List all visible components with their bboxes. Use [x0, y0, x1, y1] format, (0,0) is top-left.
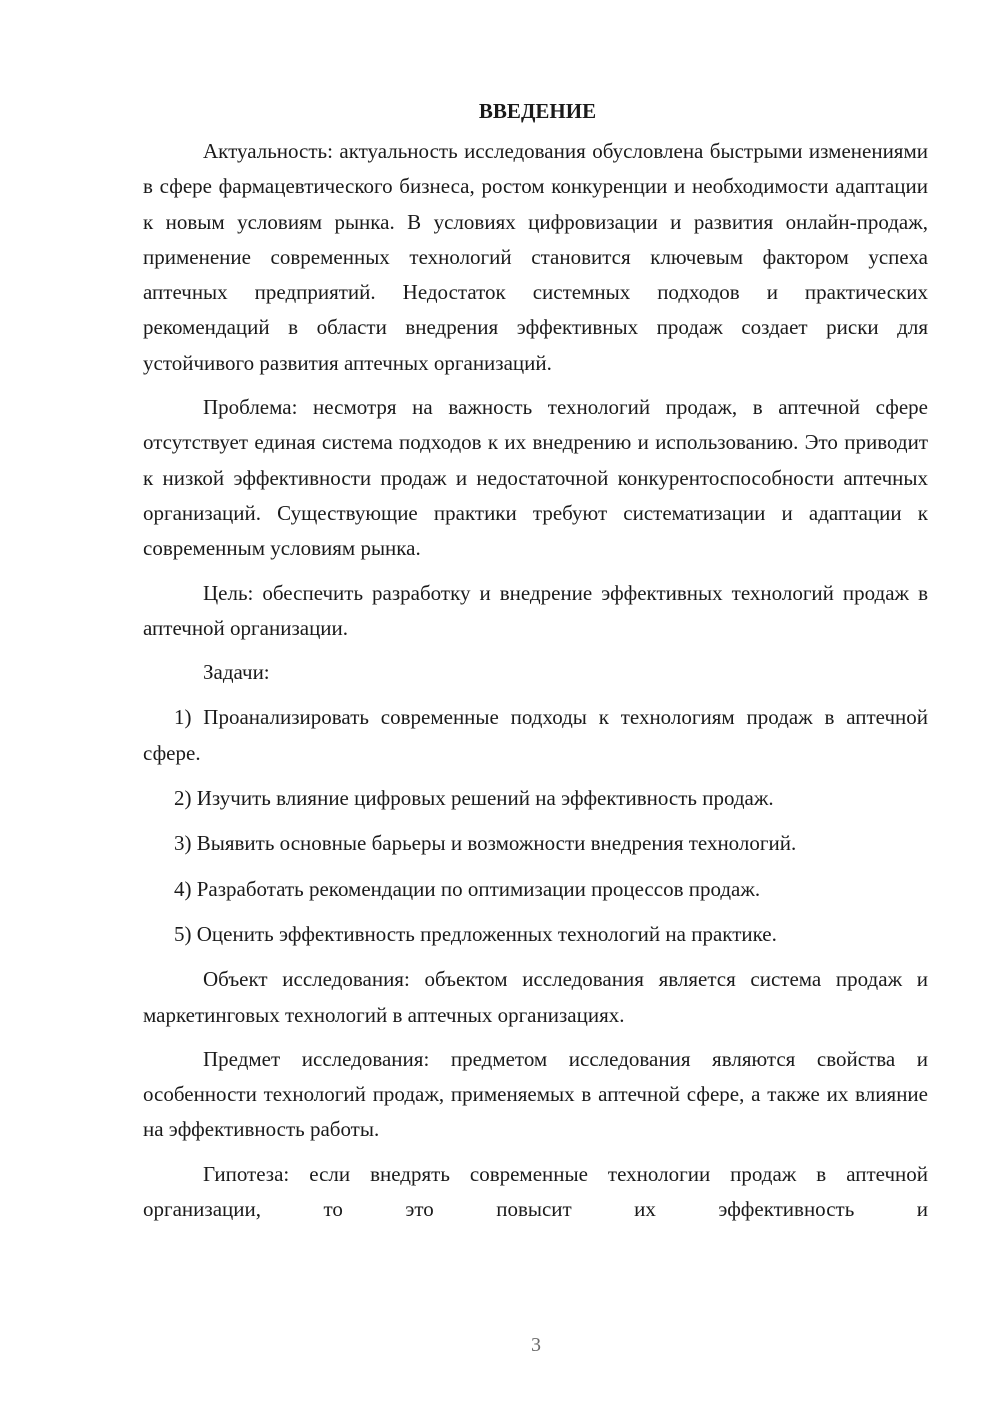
paragraph-problem: Проблема: несмотря на важность технологий продаж, в аптечной сфере отсутствует единая система подходов к их внедрению и использованию. Это приводит к низкой эффективности продаж и недостаточной конкурентоспособности аптечных организаций. Существующие практики требуют систематизации и адаптации к современным условиям рынка.: [143, 395, 928, 561]
task-item-5: 5) Оценить эффективность предложенных технологий на практике.: [174, 921, 777, 946]
task-item-2: 2) Изучить влияние цифровых решений на эффективность продаж.: [174, 786, 774, 811]
section-title: ВВЕДЕНИЕ: [478, 99, 597, 123]
paragraph-relevance: Актуальность: актуальность исследования обусловлена быстрыми изменениями в сфере фармацевтического бизнеса, ростом конкуренции и необходимости адаптации к новым условиям рынка. В условиях цифровизации и развития онлайн-продаж, применение современных технологий становится ключевым фактором успеха аптечных предприятий. Недостаток системных подходов и практических рекомендаций в области внедрения эффективных продаж создает риски для устойчивого развития аптечных организаций.: [143, 139, 928, 375]
task-item-1: 1) Проанализировать современные подходы к технологиям продаж в аптечной сфере.: [143, 705, 928, 765]
task-item-3: 3) Выявить основные барьеры и возможности внедрения технологий.: [174, 831, 797, 856]
tasks-heading: Задачи:: [203, 660, 270, 685]
paragraph-subject: Предмет исследования: предметом исследования являются свойства и особенности технологий продаж, применяемых в аптечной сфере, а также их влияние на эффективность работы.: [143, 1046, 928, 1142]
paragraph-object: Объект исследования: объектом исследования является система продаж и маркетинговых технологий в аптечных организациях.: [143, 967, 928, 1027]
page-content: [143, 96, 928, 1236]
paragraph-goal: Цель: обеспечить разработку и внедрение эффективных технологий продаж в аптечной организации.: [143, 580, 928, 640]
paragraph-hypothesis: Гипотеза: если внедрять современные технологии продаж в аптечной организации, то это повысит их эффективность и: [143, 1161, 928, 1222]
page-number: 3: [531, 1334, 541, 1356]
task-item-4: 4) Разработать рекомендации по оптимизации процессов продаж.: [174, 876, 761, 901]
